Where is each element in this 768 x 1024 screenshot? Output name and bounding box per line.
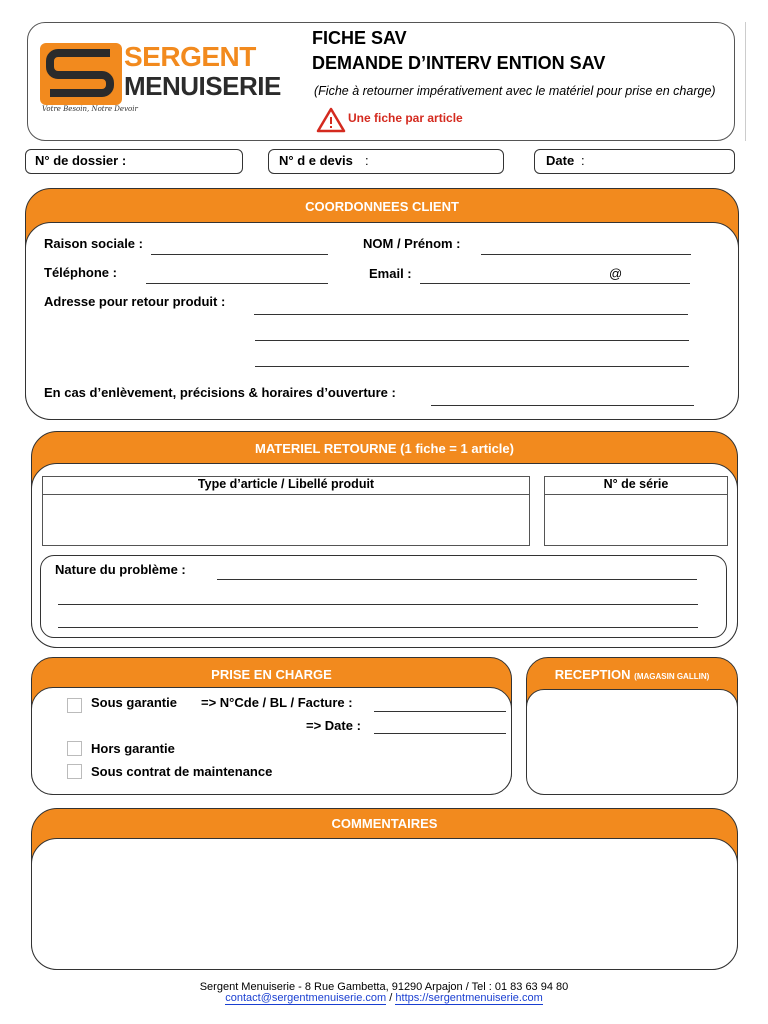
footer-address: Sergent Menuiserie - 8 Rue Gambetta, 91290 Arpajon / Tel : 01 83 63 94 80 [199,981,569,993]
prise-date-label: => Date : [306,718,361,733]
enlevement-label: En cas d’enlèvement, précisions & horaires d’ouverture : [44,385,396,400]
reception-section-title [526,667,738,682]
telephone-input[interactable] [146,283,328,284]
sous-garantie-label: Sous garantie [91,695,177,710]
header-edge [745,22,746,141]
commentaires-section-body[interactable] [31,838,738,970]
reception-title: RECEPTION [554,667,631,682]
footer-email-link[interactable]: contact@sergentmenuiserie.com [225,992,387,1004]
date-field[interactable] [534,149,735,174]
email-input[interactable] [420,283,690,284]
prise-date-input[interactable] [374,733,506,734]
serie-header-rule [544,494,728,495]
logo-s-icon [40,43,122,105]
adresse-input-line-1[interactable] [254,314,688,315]
logo-text-bottom: MENUISERIE [124,71,281,101]
logo [40,43,290,115]
cde-label: => N°Cde / BL / Facture : [201,695,353,710]
hors-garantie-checkbox[interactable] [67,741,82,756]
adresse-input-line-2[interactable] [255,340,689,341]
logo-tagline: Votre Besoin, Notre Devoir [42,105,138,113]
devis-field[interactable] [268,149,504,174]
footer-website-link[interactable]: https://sergentmenuiserie.com [395,992,543,1004]
warning-icon [316,107,346,133]
serie-header: N° de série [603,477,669,491]
hors-garantie-label: Hors garantie [91,741,175,756]
adresse-input-line-3[interactable] [255,366,689,367]
adresse-label: Adresse pour retour produit : [44,294,226,309]
date-colon: : [581,153,585,168]
form-instructions: (Fiche à retourner impérativement avec le matériel pour prise en charge) [314,84,716,98]
dossier-field[interactable] [25,149,243,174]
nature-probleme-line-1[interactable] [217,579,697,580]
commentaires-section-title: COMMENTAIRES [331,816,438,831]
cde-input[interactable] [374,711,506,712]
reception-subtitle: (MAGASIN GALLIN) [634,672,710,681]
type-article-header: Type d’article / Libellé produit [197,477,375,491]
email-label: Email : [369,266,412,281]
client-section-title: COORDONNEES CLIENT [305,199,459,214]
raison-sociale-input[interactable] [151,254,328,255]
type-article-header-rule [42,494,530,495]
nom-prenom-label: NOM / Prénom : [363,236,461,251]
devis-colon: : [365,153,369,168]
footer-links [0,992,768,1004]
contrat-checkbox[interactable] [67,764,82,779]
dossier-label: N° de dossier : [35,153,127,168]
devis-label: N° d e devis [279,153,353,168]
nature-probleme-label: Nature du problème : [55,562,186,577]
form-title: FICHE SAV [312,28,407,48]
nature-probleme-line-2[interactable] [58,604,698,605]
enlevement-input[interactable] [431,405,694,406]
form-subtitle-title: DEMANDE D’INTERV ENTION SAV [312,53,606,73]
logo-text-top: SERGENT [124,41,256,72]
telephone-label: Téléphone : [44,265,117,280]
nature-probleme-line-3[interactable] [58,627,698,628]
sous-garantie-checkbox[interactable] [67,698,82,713]
warning-text: Une fiche par article [348,111,463,125]
nom-prenom-input[interactable] [481,254,691,255]
reception-section-body[interactable] [526,689,738,795]
date-label: Date [546,153,575,168]
prise-section-title: PRISE EN CHARGE [211,667,332,682]
footer-separator: / [389,992,393,1004]
email-at-sign: @ [609,266,623,281]
contrat-label: Sous contrat de maintenance [91,764,273,779]
raison-sociale-label: Raison sociale : [44,236,143,251]
materiel-section-title: MATERIEL RETOURNE (1 fiche = 1 article) [255,441,514,456]
